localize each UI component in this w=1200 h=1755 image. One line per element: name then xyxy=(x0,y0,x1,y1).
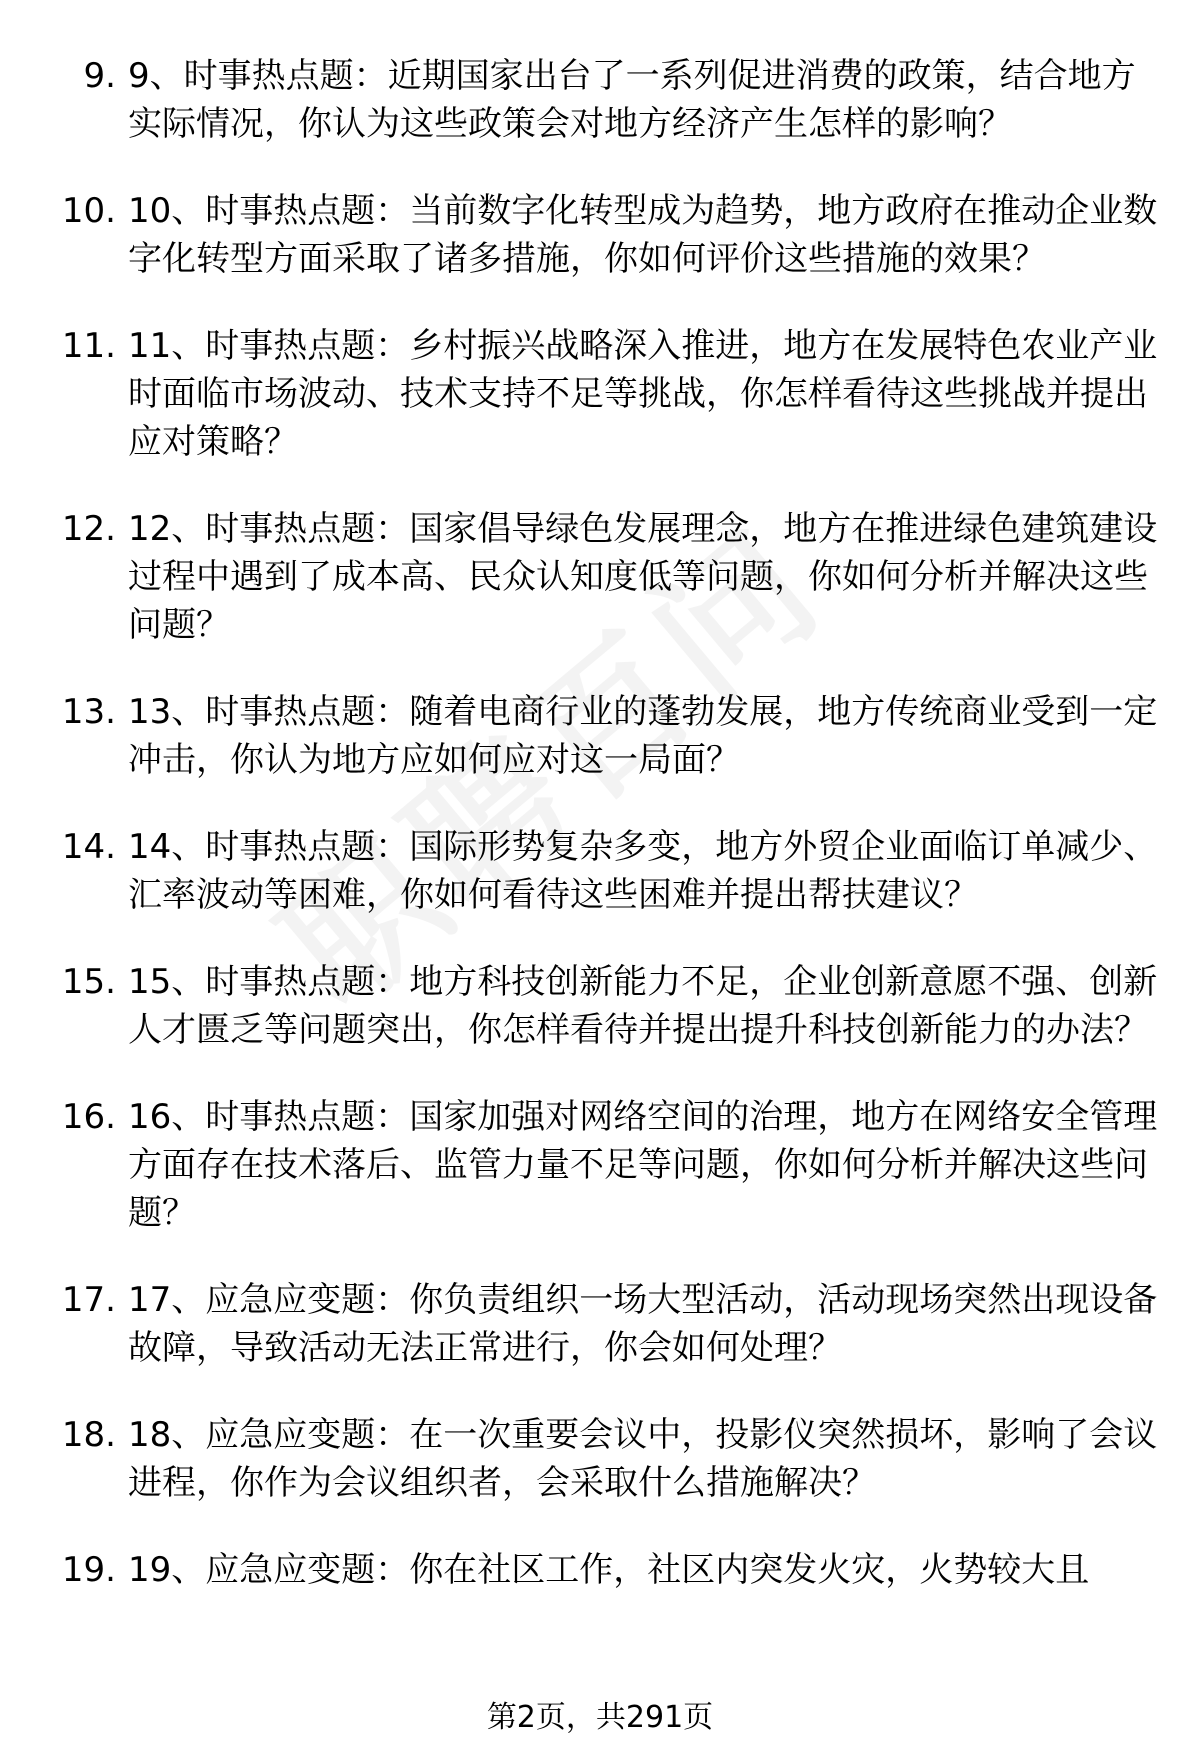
item-number: 10. xyxy=(61,191,116,231)
item-number: 11. xyxy=(61,326,116,366)
item-number: 13. xyxy=(61,692,116,732)
item-text: 13、时事热点题：随着电商行业的蓬勃发展，地方传统商业受到一定冲击，你认为地方应如何应对这一局面？ xyxy=(128,692,1158,780)
item-number: 14. xyxy=(61,827,116,867)
item-number: 18. xyxy=(61,1415,116,1455)
question-list xyxy=(0,52,1200,1633)
list-item xyxy=(0,823,1200,919)
item-text: 16、时事热点题：国家加强对网络空间的治理，地方在网络安全管理方面存在技术落后、监管力量不足等问题，你如何分析并解决这些问题？ xyxy=(128,1097,1158,1233)
item-text: 11、时事热点题：乡村振兴战略深入推进，地方在发展特色农业产业时面临市场波动、技术支持不足等挑战，你怎样看待这些挑战并提出应对策略？ xyxy=(128,326,1158,462)
list-item xyxy=(0,1093,1200,1237)
list-item xyxy=(0,1411,1200,1507)
item-number: 17. xyxy=(61,1280,116,1320)
item-text: 10、时事热点题：当前数字化转型成为趋势，地方政府在推动企业数字化转型方面采取了诸多措施，你如何评价这些措施的效果？ xyxy=(128,191,1158,279)
list-item xyxy=(0,187,1200,283)
item-text: 19、应急应变题：你在社区工作，社区内突发火灾，火势较大且 xyxy=(128,1550,1090,1590)
item-number: 9. xyxy=(83,56,116,96)
list-item xyxy=(0,322,1200,466)
item-text: 9、时事热点题：近期国家出台了一系列促进消费的政策，结合地方实际情况，你认为这些政策会对地方经济产生怎样的影响？ xyxy=(128,56,1136,144)
item-text: 17、应急应变题：你负责组织一场大型活动，活动现场突然出现设备故障，导致活动无法正常进行，你会如何处理？ xyxy=(128,1280,1158,1368)
list-item xyxy=(0,52,1200,148)
list-item xyxy=(0,505,1200,649)
item-number: 16. xyxy=(61,1097,116,1137)
list-item xyxy=(0,958,1200,1054)
item-text: 15、时事热点题：地方科技创新能力不足，企业创新意愿不强、创新人才匮乏等问题突出，你怎样看待并提出提升科技创新能力的办法？ xyxy=(128,962,1158,1050)
list-item xyxy=(0,1276,1200,1372)
item-number: 15. xyxy=(61,962,116,1002)
item-number: 19. xyxy=(61,1550,116,1590)
item-text: 14、时事热点题：国际形势复杂多变，地方外贸企业面临订单减少、汇率波动等困难，你如何看待这些困难并提出帮扶建议？ xyxy=(128,827,1158,915)
list-item xyxy=(0,1546,1200,1594)
item-text: 18、应急应变题：在一次重要会议中，投影仪突然损坏，影响了会议进程，你作为会议组织者，会采取什么措施解决？ xyxy=(128,1415,1158,1503)
item-number: 12. xyxy=(61,509,116,549)
list-item xyxy=(0,688,1200,784)
item-text: 12、时事热点题：国家倡导绿色发展理念，地方在推进绿色建筑建设过程中遇到了成本高、民众认知度低等问题，你如何分析并解决这些问题？ xyxy=(128,509,1158,645)
page-footer: 第2页，共291页 xyxy=(486,1700,714,1735)
